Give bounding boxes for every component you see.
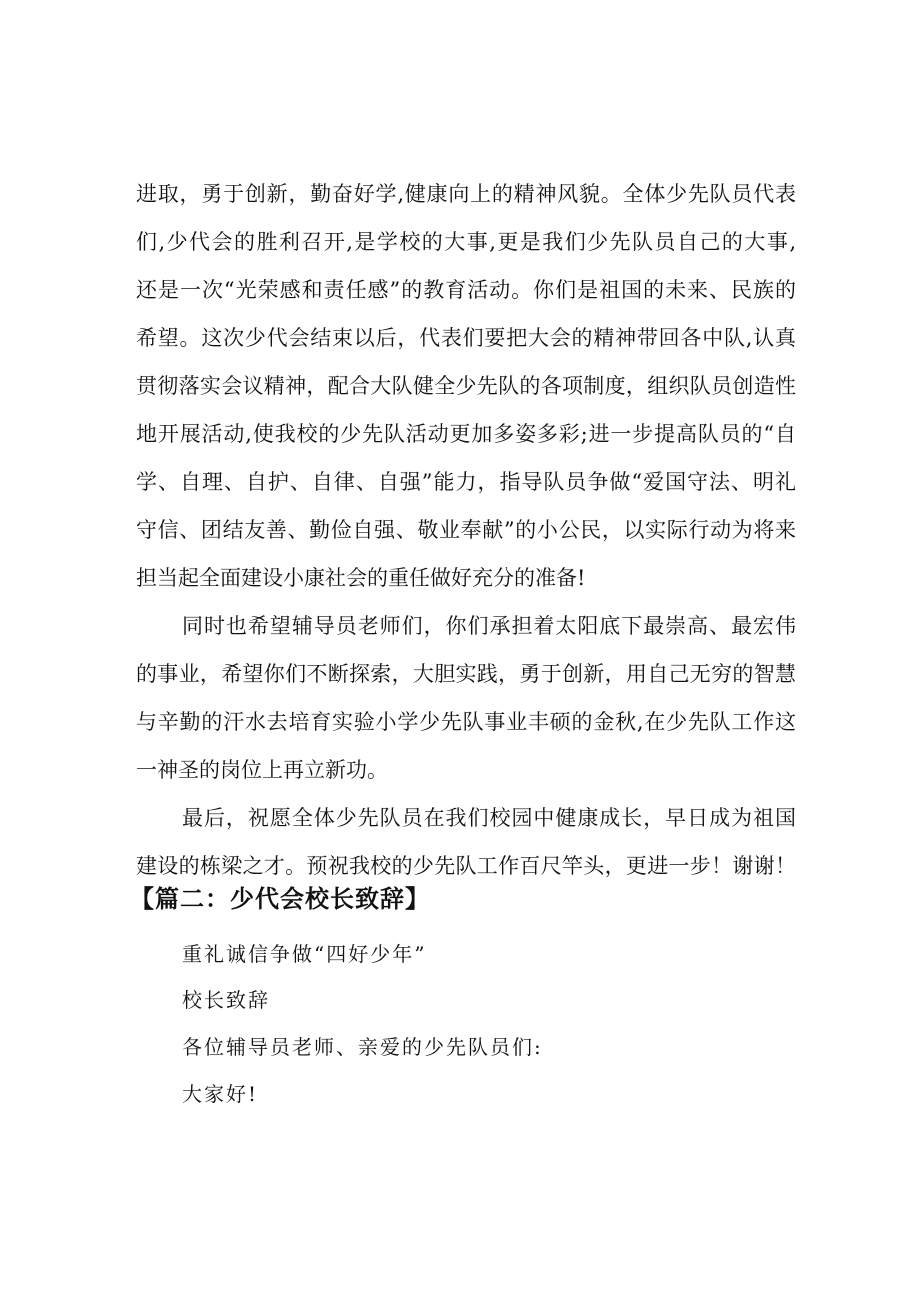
speech-title: 重礼诚信争做“四好少年” <box>182 942 427 966</box>
salutation: 各位辅导员老师、亲爱的少先队员们: <box>182 1035 543 1059</box>
paragraph-2-line-2: 的事业，希望你们不断探索，大胆实践，勇于创新，用自己无穷的智慧 <box>136 662 796 686</box>
paragraph-3-line-1: 最后，祝愿全体少先队员在我们校园中健康成长，早日成为祖国 <box>182 806 796 830</box>
paragraph-1-line-9: 担当起全面建设小康社会的重任做好充分的准备! <box>136 566 586 590</box>
paragraph-2-line-1: 同时也希望辅导员老师们，你们承担着太阳底下最崇高、最宏伟 <box>182 614 796 638</box>
paragraph-2-line-3: 与辛勤的汗水去培育实验小学少先队事业丰硕的金秋,在少先队工作这 <box>136 710 796 734</box>
section-heading: 【篇二：少代会校长致辞】 <box>130 885 430 913</box>
paragraph-1-line-5: 贯彻落实会议精神，配合大队健全少先队的各项制度，组织队员创造性 <box>136 374 796 398</box>
paragraph-1-line-1: 进取，勇于创新，勤奋好学,健康向上的精神风貌。全体少先队员代表 <box>136 182 796 206</box>
greeting: 大家好! <box>182 1082 259 1106</box>
paragraph-1-line-2: 们,少代会的胜利召开,是学校的大事,更是我们少先队员自己的大事, <box>136 230 796 254</box>
paragraph-3-line-2: 建设的栋梁之才。预祝我校的少先队工作百尺竿头，更进一步！谢谢！ <box>136 854 796 878</box>
speech-subtitle: 校长致辞 <box>182 988 270 1012</box>
paragraph-1-line-8: 守信、团结友善、勤俭自强、敬业奉献”的小公民，以实际行动为将来 <box>136 518 796 542</box>
paragraph-1-line-6: 地开展活动,使我校的少先队活动更加多姿多彩;进一步提高队员的“自 <box>136 422 796 446</box>
paragraph-1-line-3: 还是一次“光荣感和责任感”的教育活动。你们是祖国的未来、民族的 <box>136 278 796 302</box>
paragraph-1-line-7: 学、自理、自护、自律、自强”能力，指导队员争做“爱国守法、明礼 <box>136 470 796 494</box>
paragraph-1-line-4: 希望。这次少代会结束以后，代表们要把大会的精神带回各中队,认真 <box>136 326 796 350</box>
paragraph-2-line-4: 一神圣的岗位上再立新功。 <box>136 758 388 782</box>
